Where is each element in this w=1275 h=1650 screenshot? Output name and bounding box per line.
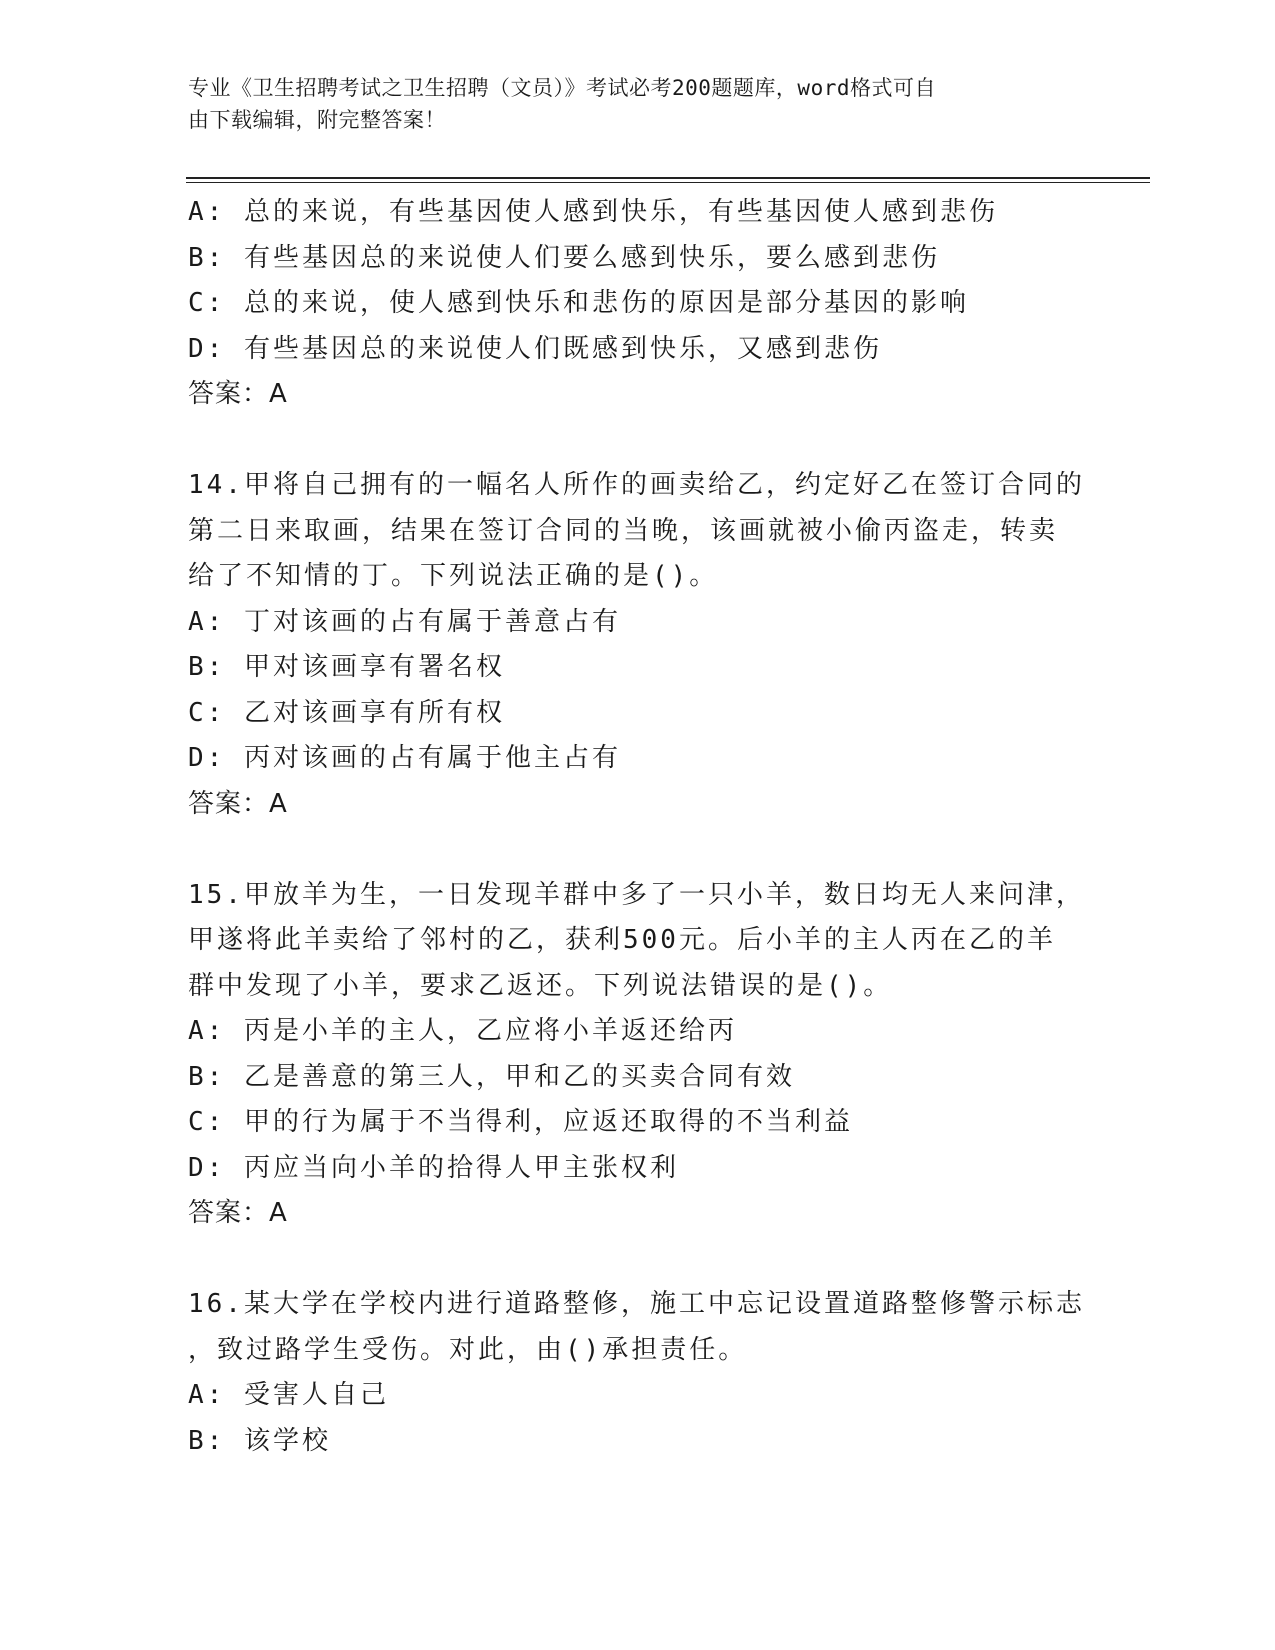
answer: 答案：A bbox=[188, 788, 288, 819]
spacer bbox=[188, 418, 1088, 464]
spacer bbox=[188, 1237, 1088, 1283]
question-text-line: 14.甲将自己拥有的一幅名人所作的画卖给乙，约定好乙在签订合同的 bbox=[188, 470, 1085, 500]
option-c: C: 总的来说，使人感到快乐和悲伤的原因是部分基因的影响 bbox=[188, 288, 969, 318]
answer: 答案：A bbox=[188, 379, 288, 409]
option-c: C: 甲的行为属于不当得利，应返还取得的不当利益 bbox=[188, 1107, 853, 1137]
option-b: B: 乙是善意的第三人，甲和乙的买卖合同有效 bbox=[188, 1061, 795, 1092]
option-b: B: 有些基因总的来说使人们要么感到快乐，要么感到悲伤 bbox=[188, 242, 940, 273]
question-text-line: 第二日来取画，结果在签订合同的当晚，该画就被小偷丙盗走，转卖 bbox=[188, 515, 1059, 546]
question-text-line: 16.某大学在学校内进行道路整修，施工中忘记设置道路整修警示标志 bbox=[188, 1289, 1085, 1319]
option-b: B: 甲对该画享有署名权 bbox=[188, 652, 505, 682]
header-divider-thin bbox=[186, 182, 1150, 183]
option-a: A: 受害人自己 bbox=[188, 1380, 389, 1410]
question-text-line: 给了不知情的丁。下列说法正确的是()。 bbox=[188, 561, 719, 591]
option-d: D: 有些基因总的来说使人们既感到快乐，又感到悲伤 bbox=[188, 333, 882, 364]
option-a: A: 丙是小羊的主人，乙应将小羊返还给丙 bbox=[188, 1016, 737, 1046]
option-a: A: 总的来说，有些基因使人感到快乐，有些基因使人感到悲伤 bbox=[188, 197, 998, 227]
question-13 bbox=[188, 190, 1088, 418]
header-line-1: 专业《卫生招聘考试之卫生招聘（文员）》考试必考200题题库，word格式可自 bbox=[188, 76, 936, 100]
option-d: D: 丙应当向小羊的拾得人甲主张权利 bbox=[188, 1152, 679, 1183]
spacer bbox=[188, 827, 1088, 873]
question-text-line: 甲遂将此羊卖给了邻村的乙，获利500元。后小羊的主人丙在乙的羊 bbox=[188, 925, 1056, 955]
answer: 答案：A bbox=[188, 1198, 288, 1228]
header-divider-thick bbox=[186, 177, 1150, 179]
option-b: B: 该学校 bbox=[188, 1425, 331, 1456]
question-text-line: ，致过路学生受伤。对此，由()承担责任。 bbox=[188, 1334, 748, 1365]
option-d: D: 丙对该画的占有属于他主占有 bbox=[188, 743, 621, 773]
header-line-2: 由下载编辑，附完整答案！ bbox=[188, 108, 446, 132]
option-c: C: 乙对该画享有所有权 bbox=[188, 697, 505, 728]
question-text-line: 15.甲放羊为生，一日发现羊群中多了一只小羊，数日均无人来问津， bbox=[188, 879, 1085, 910]
document-header bbox=[188, 72, 1068, 136]
question-text-line: 群中发现了小羊，要求乙返还。下列说法错误的是()。 bbox=[188, 970, 893, 1001]
question-15 bbox=[188, 873, 1088, 1237]
question-list bbox=[188, 190, 1088, 1464]
question-16 bbox=[188, 1282, 1088, 1464]
option-a: A: 丁对该画的占有属于善意占有 bbox=[188, 606, 621, 637]
question-14 bbox=[188, 463, 1088, 827]
